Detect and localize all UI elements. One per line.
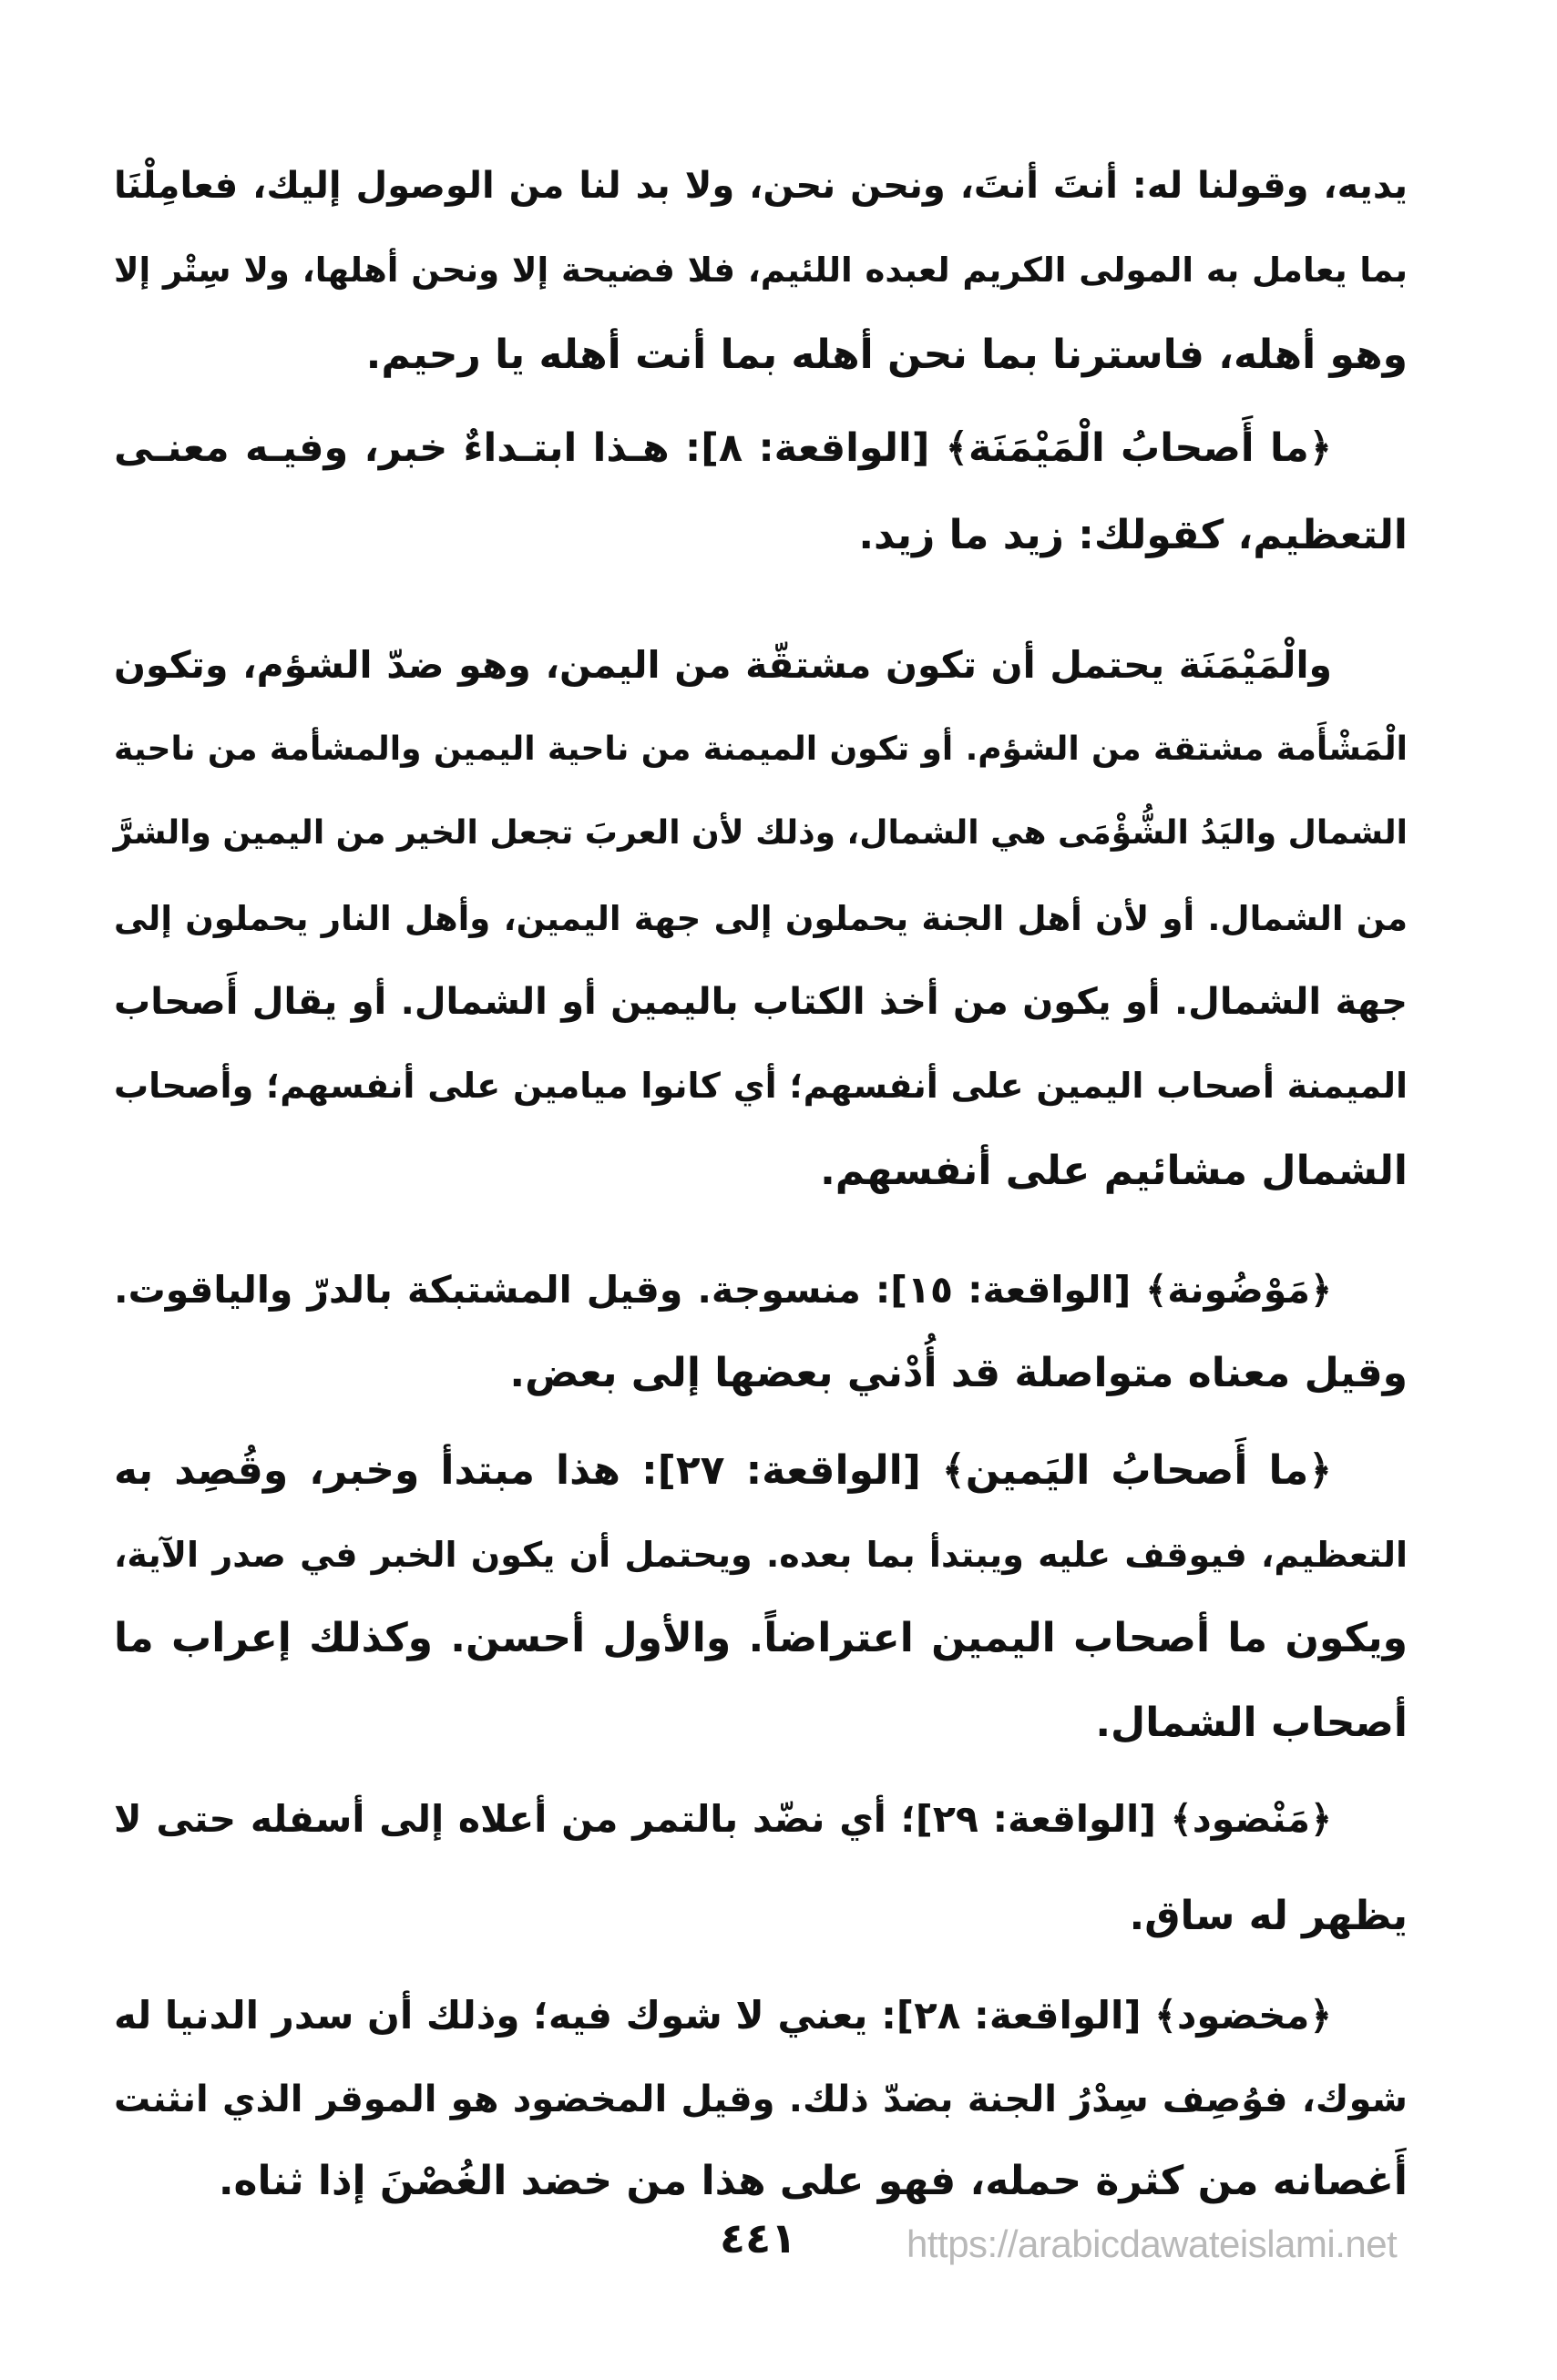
watermark-url: https://arabicdawateislami.net bbox=[907, 2222, 1398, 2265]
text-line: يديه، وقولنا له: أنتَ أنتَ، ونحن نحن، ولا بد لنا من الوصول إليك، فعامِلْنَا bbox=[114, 165, 1408, 207]
text-line: وقيل معناه متواصلة قد أُدْني بعضها إلى بعض. bbox=[509, 1350, 1408, 1396]
text-line: ﴿ما أَصحابُ الْمَيْمَنَة﴾ [الواقعة: ٨]: هـذا ابتـداءٌ خبر، وفيـه معنـى bbox=[114, 425, 1332, 471]
text-line: ﴿مَنْضود﴾ [الواقعة: ٢٩]؛ أي نضّد بالتمر من أعلاه إلى أسفله حتى لا bbox=[114, 1797, 1332, 1841]
text-line: أصحاب الشمال. bbox=[1095, 1700, 1408, 1746]
text-line: ﴿مخضود﴾ [الواقعة: ٢٨]: يعني لا شوك فيه؛ وذلك أن سدر الدنيا له bbox=[114, 1993, 1332, 2038]
text-line: ﴿ما أَصحابُ اليَمين﴾ [الواقعة: ٢٧]: هذا مبتدأ وخبر، وقُصِد به bbox=[114, 1447, 1332, 1494]
text-line: جهة الشمال. أو يكون من أخذ الكتاب باليمين أو الشمال. أو يقال أَصحاب bbox=[114, 981, 1408, 1023]
text-line: ﴿مَوْضُونة﴾ [الواقعة: ١٥]: منسوجة. وقيل المشتبكة بالدرّ والياقوت. bbox=[114, 1268, 1333, 1312]
text-line: بما يعامل به المولى الكريم لعبده اللئيم، فلا فضيحة إلا ونحن أهلها، ولا سِتْر إلا bbox=[114, 250, 1408, 290]
text-line: شوك، فوُصِف سِدْرُ الجنة بضدّ ذلك. وقيل المخضود هو الموقر الذي انثنت bbox=[114, 2079, 1408, 2120]
text-line: الشمال مشائيم على أنفسهم. bbox=[820, 1148, 1408, 1194]
text-line: أَغصانه من كثرة حمله، فهو على هذا من خضد الغُصْنَ إذا ثناه. bbox=[218, 2158, 1408, 2204]
text-line: الشمال واليَدُ الشُّؤْمَى هي الشمال، وذلك لأن العربَ تجعل الخير من اليمين والشرَّ bbox=[113, 814, 1408, 852]
text-line: ويكون ما أصحاب اليمين اعتراضاً. والأول أحسن. وكذلك إعراب ما bbox=[114, 1615, 1408, 1661]
text-line: التعظيم، فيوقف عليه ويبتدأ بما بعده. ويحتمل أن يكون الخبر في صدر الآية، bbox=[114, 1535, 1408, 1575]
text-line: يظهر له ساق. bbox=[1129, 1893, 1408, 1939]
text-line: والْمَيْمَنَة يحتمل أن تكون مشتقّة من اليمن، وهو ضدّ الشؤم، وتكون bbox=[114, 643, 1332, 687]
text-line: من الشمال. أو لأن أهل الجنة يحملون إلى جهة اليمين، وأهل النار يحملون إلى bbox=[114, 899, 1408, 938]
text-line: وهو أهله، فاسترنا بما نحن أهله بما أنت أهله يا رحيم. bbox=[365, 332, 1408, 378]
page-number: ٤٤١ bbox=[720, 2213, 797, 2263]
text-line: الميمنة أصحاب اليمين على أنفسهم؛ أي كانوا ميامين على أنفسهم؛ وأصحاب bbox=[114, 1066, 1408, 1106]
text-line: التعظيم، كقولك: زيد ما زيد. bbox=[858, 512, 1408, 558]
text-line: الْمَشْأَمة مشتقة من الشؤم. أو تكون الميمنة من ناحية اليمين والمشأمة من ناحية bbox=[114, 730, 1408, 768]
